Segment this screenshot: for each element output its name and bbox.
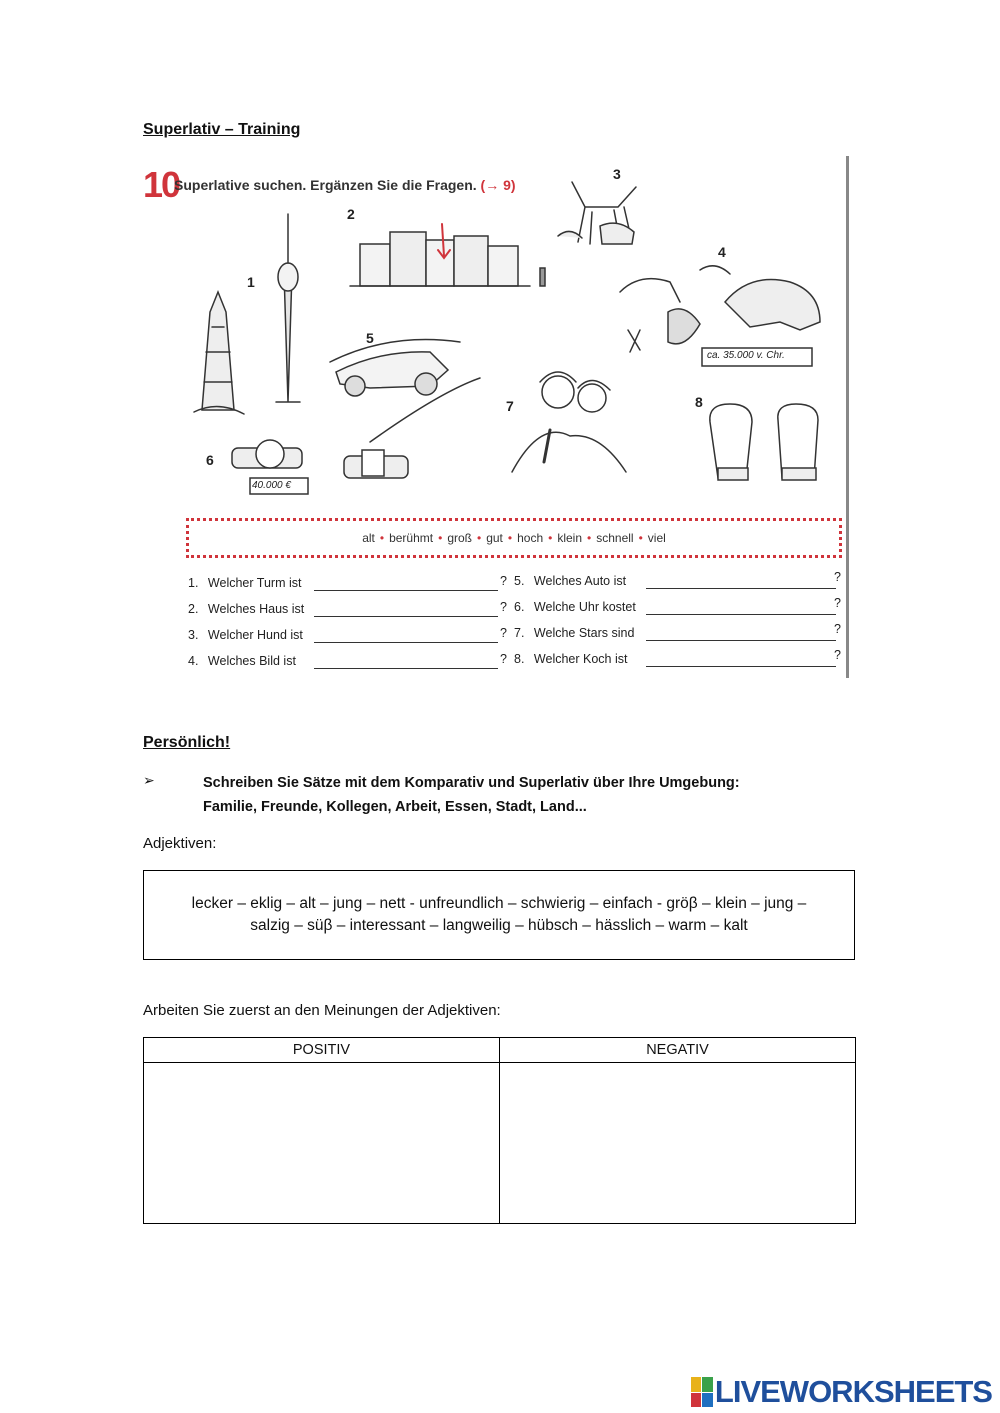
word-bank-item: groß [447,531,472,545]
positiv-answer-cell[interactable] [144,1063,500,1224]
exercise-reference: (→ 9) [480,177,516,193]
exercise-image [140,152,855,682]
answer-blank[interactable] [646,628,836,641]
word-bank-item: alt [362,531,375,545]
word-bank-item: schnell [596,531,634,545]
question-mark: ? [500,626,507,640]
picture-number-4: 4 [718,244,726,260]
adjectives-label: Adjektiven: [143,835,217,852]
logo-brand-text: LIVEWORKSHEETS [714,1374,992,1409]
dogs-illustration [558,182,636,244]
question-2 [188,600,507,616]
question-number: 8. [514,652,525,666]
question-5 [514,570,841,588]
question-6 [514,596,841,614]
question-text: Welcher Hund ist [207,628,303,642]
opinion-prompt: Arbeiten Sie zuerst an den Meinungen der Adjektiven: [143,1002,501,1019]
word-bank-item: klein [557,531,583,545]
word-separator-icon: • [548,531,553,545]
word-separator-icon: • [587,531,592,545]
race-car-illustration [330,340,480,443]
answer-blank[interactable] [646,576,836,589]
word-separator-icon: • [379,531,385,545]
question-text: Welches Haus ist [207,602,305,616]
adjectives-line-1: lecker – eklig – alt – jung – nett - unfreundlich – schwierig – einfach - gröβ – klein – jung – [191,895,807,912]
question-3 [188,626,507,642]
word-separator-icon: • [438,531,443,545]
question-text: Welche Uhr kostet [533,600,636,614]
liveworksheets-logo[interactable] [691,1374,992,1410]
task-line-2: Familie, Freunde, Kollegen, Arbeit, Essen, Stadt, Land... [203,799,587,815]
question-mark: ? [500,652,507,666]
question-4 [188,652,507,668]
chef-hats-illustration [710,404,818,480]
word-bank-item: hoch [517,531,544,545]
question-number: 6. [514,600,525,614]
answer-blank[interactable] [314,630,498,643]
picture-number-5: 5 [366,330,374,346]
picture-number-1: 1 [247,274,255,290]
task-instruction [203,771,740,819]
question-mark: ? [834,648,841,662]
opinion-table [143,1037,856,1224]
question-text: Welcher Koch ist [533,652,628,666]
picture-number-3: 3 [613,166,621,182]
page-title: Superlativ – Training [143,121,301,138]
word-separator-icon: • [638,531,643,545]
adjectives-line-2: salzig – süβ – interessant – langweilig – hübsch – hässlich – warm – kalt [250,917,748,934]
question-mark: ? [500,574,507,588]
question-number: 2. [188,602,199,616]
question-text: Welches Bild ist [207,654,296,668]
picture-number-6: 6 [206,452,214,468]
question-mark: ? [834,622,841,636]
word-separator-icon: • [477,531,482,545]
answer-blank[interactable] [314,578,498,591]
question-text: Welcher Turm ist [207,576,302,590]
stars-illustration [512,372,626,472]
personal-heading: Persönlich! [143,734,231,751]
tower-illustration [194,214,300,414]
answer-blank[interactable] [646,602,836,615]
price-tag-watch: 40.000 € [252,480,291,491]
question-mark: ? [834,570,841,584]
question-text: Welche Stars sind [533,626,635,640]
bullet-arrow-icon: ➢ [143,772,155,788]
question-number: 4. [188,654,199,668]
houses-illustration [350,224,545,286]
logo-badge-icon [691,1377,713,1407]
page-edge-divider [846,156,849,678]
illustrations [140,152,845,512]
question-number: 1. [188,576,199,590]
question-number: 7. [514,626,525,640]
answer-blank[interactable] [646,654,836,667]
word-separator-icon: • [507,531,513,545]
word-bank [186,518,842,558]
picture-number-7: 7 [506,398,514,414]
word-bank-item: viel [647,531,666,545]
question-number: 3. [188,628,199,642]
price-tag-cave: ca. 35.000 v. Chr. [707,350,785,361]
question-7 [514,622,841,640]
exercise-instruction-text: Superlative suchen. Ergänzen Sie die Fragen. [174,177,477,193]
picture-number-8: 8 [695,394,703,410]
header-negativ: NEGATIV [500,1038,856,1063]
question-1 [188,574,507,590]
picture-number-2: 2 [347,206,355,222]
negativ-answer-cell[interactable] [500,1063,856,1224]
exercise-number: 10 [143,164,180,205]
answer-blank[interactable] [314,656,498,669]
word-bank-item: berühmt [389,531,434,545]
answer-blank[interactable] [314,604,498,617]
task-line-1: Schreiben Sie Sätze mit dem Komparativ und Superlativ über Ihre Umgebung: [203,775,740,791]
question-number: 5. [514,574,525,588]
question-text: Welches Auto ist [533,574,627,588]
question-mark: ? [500,600,507,614]
word-bank-item: gut [486,531,503,545]
adjectives-box [143,870,855,960]
header-positiv: POSITIV [144,1038,500,1063]
question-8 [514,648,841,666]
question-mark: ? [834,596,841,610]
